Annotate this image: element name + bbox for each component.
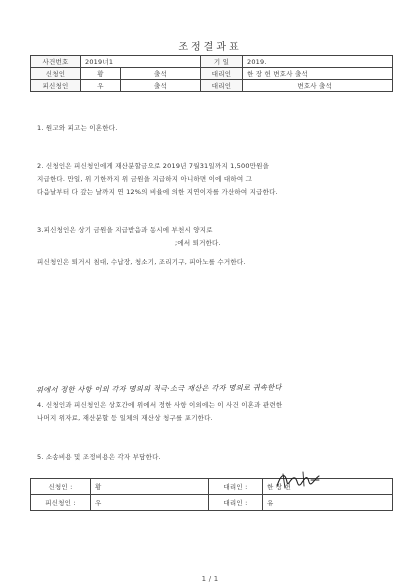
clause-2-line-1: 2. 신청인은 피신청인에게 재산분할금으로 2019년 7월31일까지 1,500만원을 bbox=[37, 162, 270, 170]
applicant-rep-value: 한 장 헌 변호사 출석 bbox=[243, 68, 393, 80]
case-row bbox=[31, 56, 393, 68]
clause-1: 1. 원고와 피고는 이혼한다. bbox=[37, 124, 118, 132]
sign-respondent-name: 우 bbox=[91, 495, 209, 511]
handwritten-note: 위에서 정한 사항 이외 각자 명의의 적극·소극 재산은 각자 명의로 귀속한다 bbox=[35, 382, 282, 395]
document-title: 조정결과표 bbox=[178, 42, 242, 53]
case-number-value: 2019너1 bbox=[81, 56, 201, 68]
signature-row-applicant bbox=[31, 479, 393, 495]
respondent-row bbox=[31, 80, 393, 92]
clause-3-line-2: ;에서 퇴거한다. bbox=[175, 239, 221, 247]
applicant-label: 신청인 bbox=[31, 68, 81, 80]
respondent-attend: 출석 bbox=[121, 80, 201, 92]
sign-applicant-rep-label: 대리인 : bbox=[209, 479, 263, 495]
respondent-rep-value: 변호사 출석 bbox=[243, 80, 393, 92]
applicant-name: 황 bbox=[81, 68, 121, 80]
applicant-row bbox=[31, 68, 393, 80]
page-number: 1 / 1 bbox=[201, 575, 219, 583]
clause-5: 5. 소송비용 및 조정비용은 각자 부담한다. bbox=[37, 453, 161, 461]
case-info-table bbox=[30, 55, 393, 92]
date-value: 2019. bbox=[243, 56, 393, 68]
applicant-rep-label: 대리인 bbox=[201, 68, 243, 80]
respondent-label: 피신청인 bbox=[31, 80, 81, 92]
signature-table bbox=[30, 478, 393, 511]
clause-2-line-2: 지급한다. 만일, 위 기한까지 위 금원을 지급하지 아니하면 이에 대하여 그 bbox=[37, 175, 253, 183]
sign-respondent-label: 피신청인 : bbox=[31, 495, 91, 511]
sign-applicant-name: 황 bbox=[91, 479, 209, 495]
respondent-rep-label: 대리인 bbox=[201, 80, 243, 92]
date-label: 기 일 bbox=[201, 56, 243, 68]
clause-4-line-1: 4. 신청인과 피신청인은 상호간에 위에서 정한 사항 이외에는 이 사건 이혼과 관련한 bbox=[37, 401, 283, 409]
sign-respondent-rep-value: 유 bbox=[263, 495, 393, 511]
signature-row-respondent bbox=[31, 495, 393, 511]
clause-2-line-3: 다음날부터 다 갚는 날까지 연 12%의 비율에 의한 지연이자를 가산하여 지급한다. bbox=[37, 188, 278, 196]
clause-4-line-2: 나머지 위자료, 재산분할 등 일체의 재산상 청구를 포기한다. bbox=[37, 414, 213, 422]
applicant-attend: 출석 bbox=[121, 68, 201, 80]
sign-respondent-rep-label: 대리인 : bbox=[209, 495, 263, 511]
sign-applicant-rep-value: 한 장 헌 bbox=[263, 479, 393, 495]
sign-applicant-label: 신청인 : bbox=[31, 479, 91, 495]
case-number-label: 사건번호 bbox=[31, 56, 81, 68]
respondent-name: 우 bbox=[81, 80, 121, 92]
clause-3-line-1: 3.피신청인은 상기 금원을 지급받음과 동시에 부천시 양지로 bbox=[37, 226, 213, 234]
handwritten-signature bbox=[273, 468, 323, 494]
clause-3-line-3: 피신청인은 퇴거시 침대, 수납장, 청소기, 조리기구, 피아노를 수거한다. bbox=[37, 258, 246, 266]
